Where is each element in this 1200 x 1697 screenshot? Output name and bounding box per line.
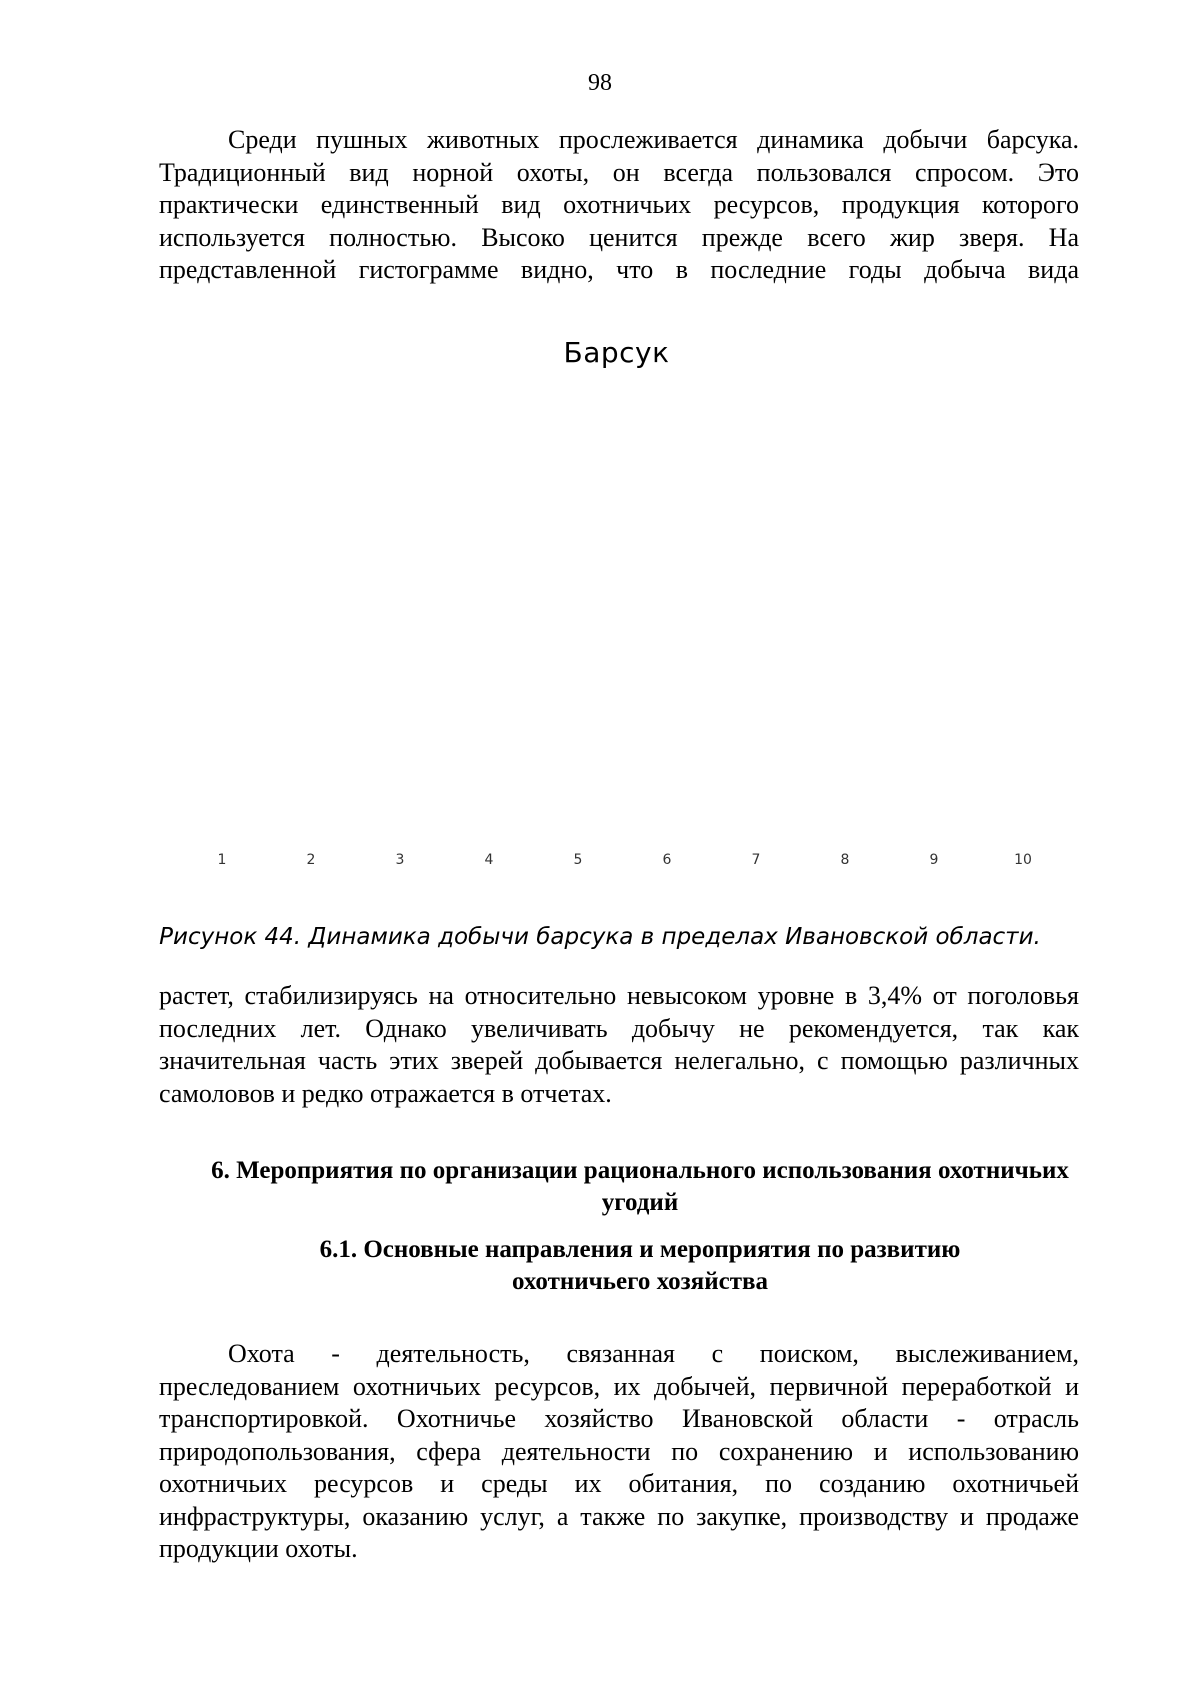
page-number: 98: [588, 70, 612, 96]
x-tick-label: 10: [1014, 852, 1032, 868]
x-tick-label: 8: [840, 852, 850, 868]
x-tick-label: 9: [929, 852, 939, 868]
x-tick-label: 6: [662, 852, 672, 868]
subsection-heading: 6.1. Основные направления и мероприятия по развитию охотничьего хозяйства: [319, 1236, 961, 1295]
x-tick-label: 7: [751, 852, 761, 868]
x-tick-label: 4: [484, 852, 494, 868]
x-tick-label: 1: [217, 852, 227, 868]
paragraph-continuation: растет, стабилизируясь на относительно невысоком уровне в 3,4% от поголовья последних лет. Однако увеличивать добычу не рекомендуется, так как значительная часть этих зверей добывается нелегально, с помощью различных самоловов и редко отражается в отчетах.: [159, 981, 1079, 1108]
figure-caption: Рисунок 44. Динамика добычи барсука в пределах Ивановской области.: [159, 924, 1041, 950]
paragraph-hunting-definition: Охота - деятельность, связанная с поиском, выслеживанием, преследованием охотничьих ресурсов, их добычей, первичной переработкой и транспортировкой. Охотничье хозяйство Ивановской области - отрасль природопользования, сфера деятельности по сохранению и использованию охотничьих ресурсов и среды их обитания, по созданию охотничьей инфраструктуры, оказанию услуг, а также по закупке, производству и продаже продукции охоты.: [159, 1339, 1079, 1563]
chart-title: Барсук: [563, 336, 670, 369]
section-heading: 6. Мероприятия по организации рационального использования охотничьих угодий: [211, 1157, 1069, 1216]
paragraph-intro: Среди пушных животных прослеживается динамика добычи барсука. Традиционный вид норной охоты, он всегда пользовался спросом. Это практически единственный вид охотничьих ресурсов, продукция которого используется полностью. Высоко ценится прежде всего жир зверя. На представленной гистограмме видно, что в последние годы добыча вида: [159, 125, 1079, 284]
x-tick-label: 3: [395, 852, 405, 868]
x-tick-label: 2: [306, 852, 316, 868]
x-tick-label: 5: [573, 852, 583, 868]
chart-area: [180, 380, 1060, 880]
